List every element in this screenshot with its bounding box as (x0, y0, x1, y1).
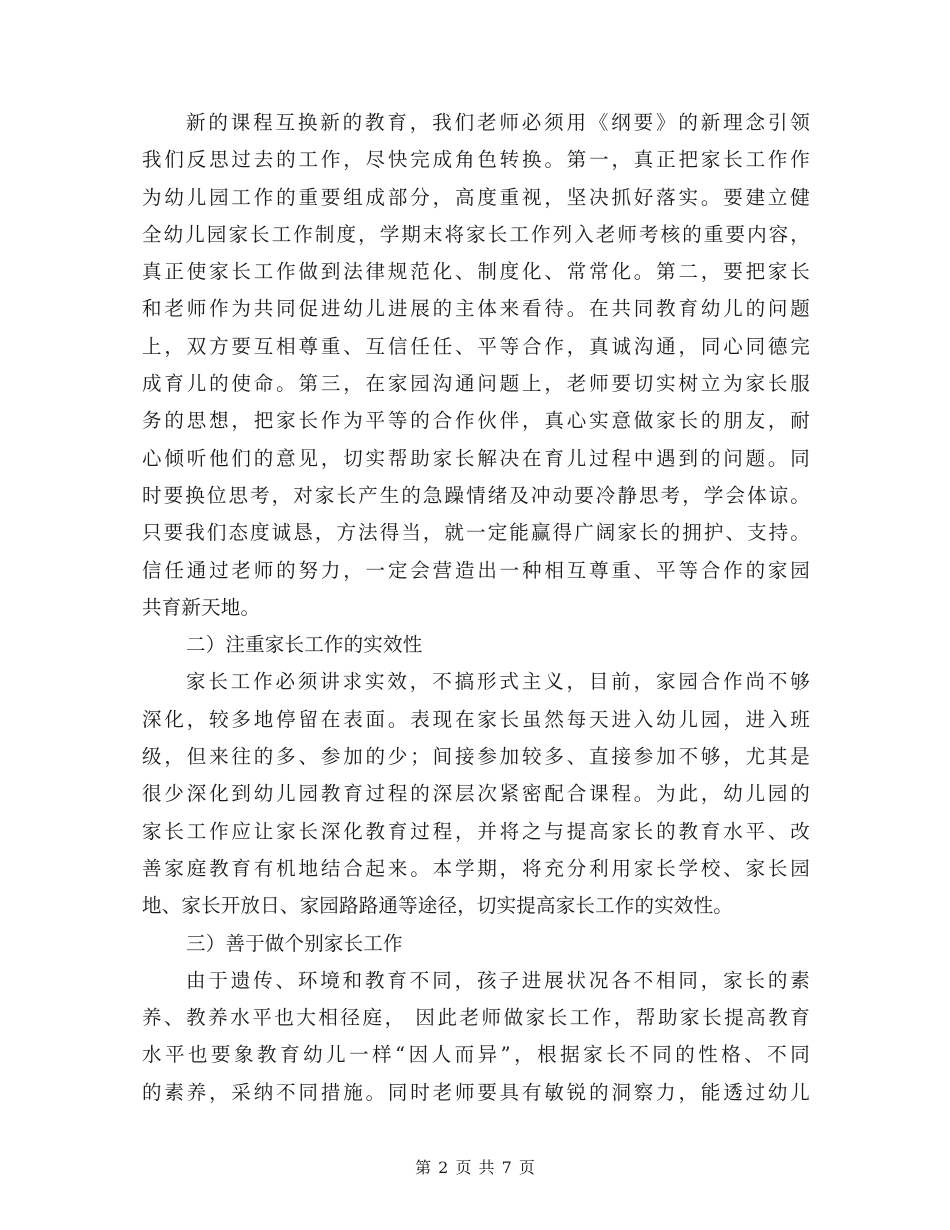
text-line: 我们反思过去的工作，尽快完成角色转换。第一，真正把家长工作作 (142, 148, 810, 172)
page-number-label: 第 2 页 共 7 页 (415, 1158, 535, 1177)
text-line: 务的思想，把家长作为平等的合作伙伴，真心实意做家长的朋友，耐 (142, 409, 810, 433)
text-line: 善家庭教育有机地结合起来。本学期，将充分利用家长学校、家长园 (142, 856, 810, 880)
text-line: 全幼儿园家长工作制度，学期末将家长工作列入老师考核的重要内容， (142, 222, 810, 246)
text-line: 由于遗传、环境和教育不同，孩子进展状况各不相同，家长的素 (186, 968, 810, 992)
text-line: 共育新天地。 (142, 595, 261, 619)
text-line: 为幼儿园工作的重要组成部分，高度重视，坚决抓好落实。要建立健 (142, 185, 810, 209)
paragraph (142, 663, 810, 924)
paragraph (142, 104, 810, 626)
text-line: 级，但来往的多、参加的少；间接参加较多、直接参加不够，尤其是 (142, 745, 810, 769)
text-line: 水平也要象教育幼儿一样“因人而异”，根据家长不同的性格、不同 (142, 1043, 810, 1067)
heading-text: 三）善于做个别家长工作 (186, 931, 403, 955)
text-line: 地、家长开放日、家园路路通等途径，切实提高家长工作的实效性。 (142, 894, 734, 918)
text-line: 家长工作应让家长深化教育过程，并将之与提高家长的教育水平、改 (142, 819, 810, 843)
section-heading (142, 925, 810, 962)
text-line: 真正使家长工作做到法律规范化、制度化、常常化。第二，要把家长 (142, 260, 810, 284)
section-heading (142, 626, 810, 663)
text-line: 养、教养水平也大相径庭， 因此老师做家长工作，帮助家长提高教育 (142, 1006, 810, 1030)
text-line: 成育儿的使命。第三，在家园沟通问题上，老师要切实树立为家长服 (142, 372, 810, 396)
text-line: 新的课程互换新的教育，我们老师必须用《纲要》的新理念引领 (186, 111, 810, 134)
text-line: 深化，较多地停留在表面。表现在家长虽然每天进入幼儿园，进入班 (142, 707, 810, 731)
text-line: 上，双方要互相尊重、互信任任、平等合作，真诚沟通，同心同德完 (142, 334, 810, 358)
text-line: 和老师作为共同促进幼儿进展的主体来看待。在共同教育幼儿的问题 (142, 297, 810, 321)
text-line: 心倾听他们的意见，切实帮助家长解决在育儿过程中遇到的问题。同 (142, 446, 810, 470)
paragraph (142, 962, 810, 1111)
heading-text: 二）注重家长工作的实效性 (186, 633, 423, 657)
text-line: 很少深化到幼儿园教育过程的深层次紧密配合课程。为此，幼儿园的 (142, 782, 810, 806)
text-line: 的素养，采纳不同措施。同时老师要具有敏锐的洞察力，能透过幼儿 (142, 1080, 810, 1104)
text-line: 信任通过老师的努力，一定会营造出一种相互尊重、平等合作的家园 (142, 558, 810, 582)
text-line: 只要我们态度诚恳，方法得当，就一定能赢得广阔家长的拥护、支持。 (142, 521, 810, 545)
page-footer (0, 1158, 950, 1178)
text-line: 家长工作必须讲求实效，不搞形式主义，目前，家园合作尚不够 (186, 670, 810, 694)
document-body (142, 104, 810, 1111)
text-line: 时要换位思考，对家长产生的急躁情绪及冲动要冷静思考，学会体谅。 (142, 483, 810, 507)
